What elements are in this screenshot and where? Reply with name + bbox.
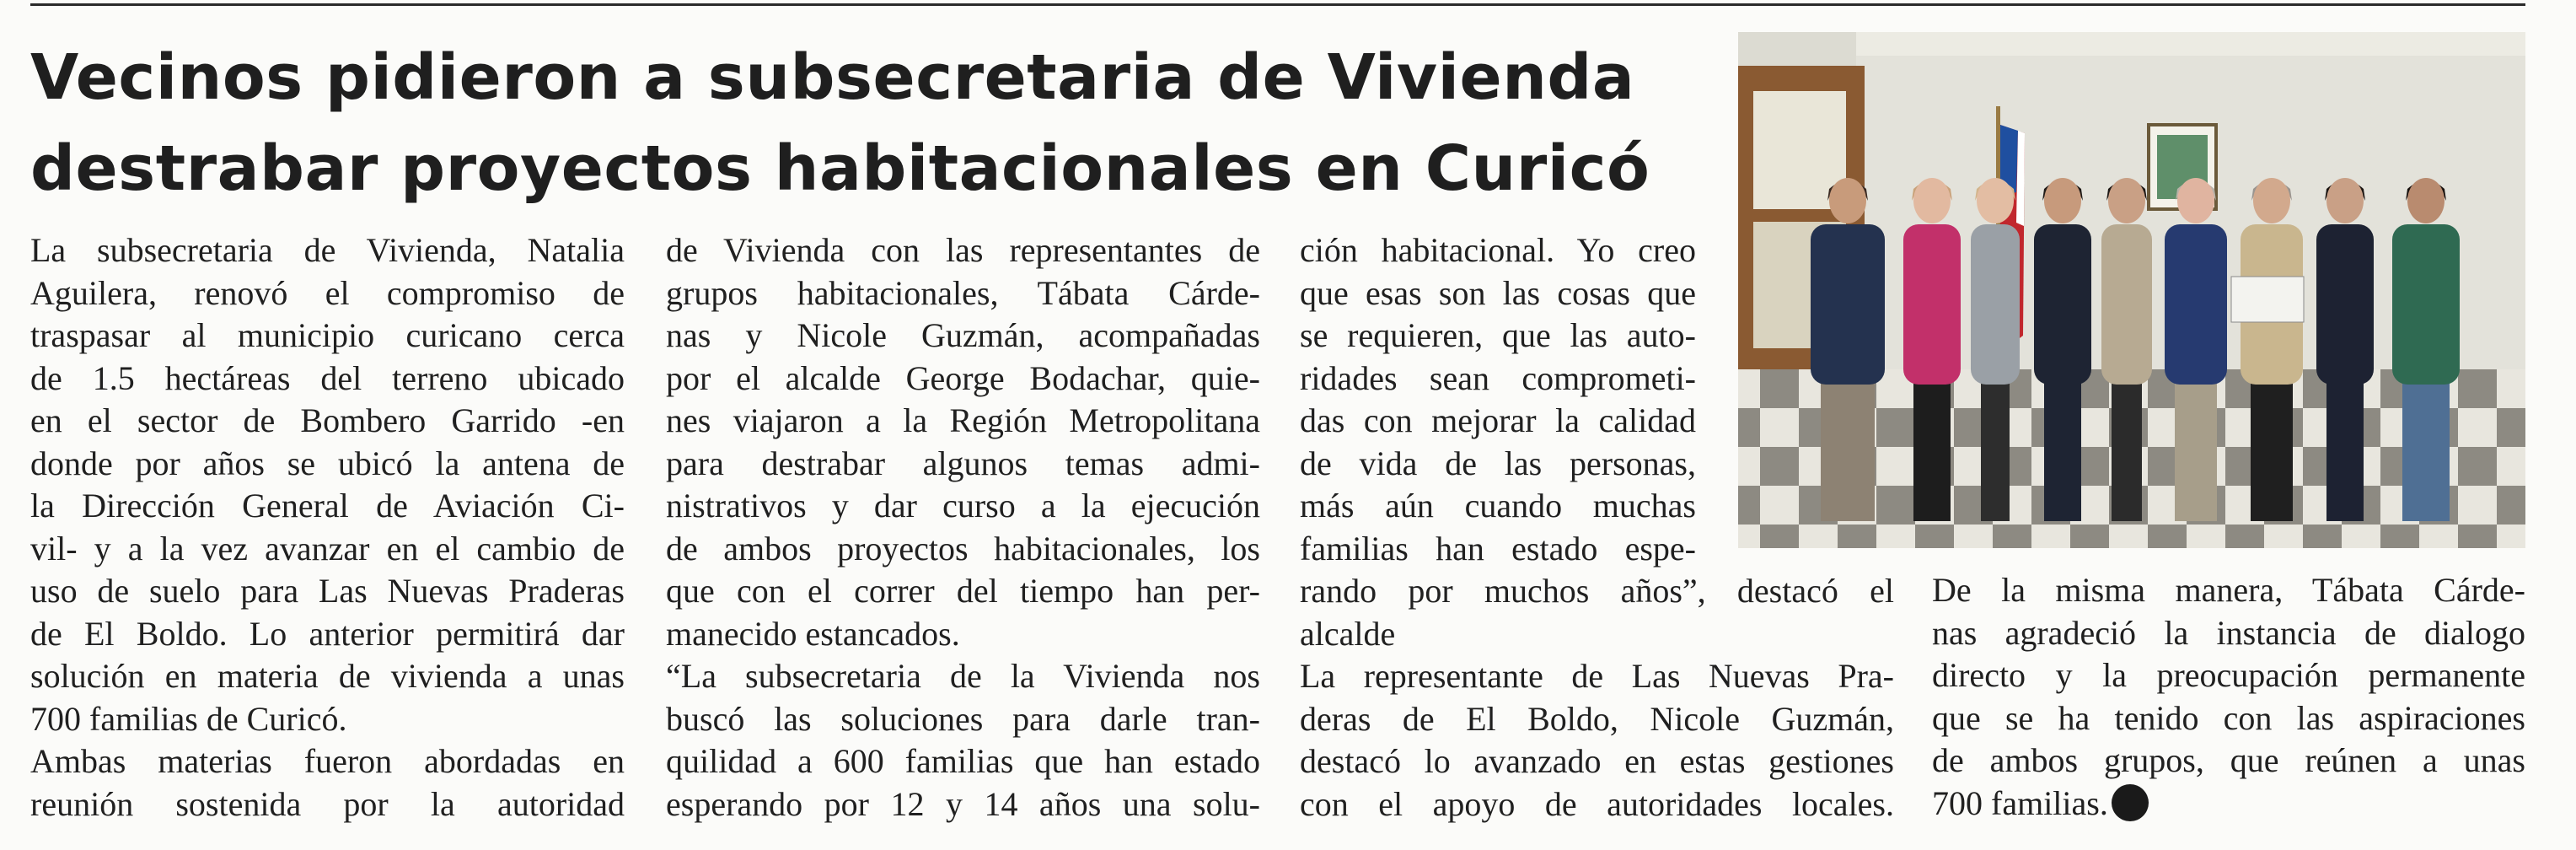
group-photo-illustration bbox=[1738, 32, 2525, 548]
floor-tile bbox=[1876, 447, 1915, 486]
body-line: nas agradeció la instancia de dialogo bbox=[1932, 613, 2525, 652]
floor-tile bbox=[1915, 525, 1954, 548]
headline-line-2: destrabar proyectos habitacionales en Curicó bbox=[30, 132, 1650, 205]
article-column-2 bbox=[666, 229, 1260, 826]
body-line: nas y Nicole Guzmán, acompañadas bbox=[666, 316, 1260, 354]
body-line: Ambas materias fueron abordadas en bbox=[30, 742, 625, 780]
floor-tile bbox=[1876, 486, 1915, 525]
floor-tile bbox=[1876, 408, 1915, 447]
body-line: rando por muchos años”, destacó el bbox=[1300, 572, 1894, 610]
floor-tile bbox=[1954, 525, 1993, 548]
body-line: alcalde bbox=[1300, 614, 1396, 653]
body-line: La subsecretaria de Vivienda, Natalia bbox=[30, 231, 625, 269]
body-line: esperando por 12 y 14 años una solu- bbox=[666, 784, 1260, 823]
body-line: que se ha tenido con las aspiraciones bbox=[1932, 698, 2525, 737]
headline-line-1: Vecinos pidieron a subsecretaria de Vivienda bbox=[30, 41, 1635, 114]
floor-tile bbox=[1876, 525, 1915, 548]
body-line: nistrativos y dar curso a la ejecución bbox=[666, 487, 1260, 525]
floor-tile bbox=[1738, 525, 1760, 548]
floor-tile bbox=[2458, 525, 2497, 548]
end-of-article-mark bbox=[2112, 784, 2149, 821]
body-line: se requieren, que las auto- bbox=[1300, 316, 1696, 354]
floor-tile bbox=[2303, 525, 2342, 548]
body-line: reunión sostenida por la autoridad bbox=[30, 784, 625, 823]
top-rule bbox=[30, 3, 2525, 6]
person-figure bbox=[1811, 178, 1885, 521]
body-line: grupos habitacionales, Tábata Cárde- bbox=[666, 273, 1260, 312]
body-line: de ambos proyectos habitacionales, los bbox=[666, 529, 1260, 568]
body-line: Aguilera, renovó el compromiso de bbox=[30, 273, 625, 312]
body-line: De la misma manera, Tábata Cárde- bbox=[1932, 571, 2525, 609]
body-line: buscó las soluciones para darle tran- bbox=[666, 699, 1260, 738]
floor-tile bbox=[2497, 447, 2525, 486]
body-line: de 1.5 hectáreas del terreno ubicado bbox=[30, 358, 625, 397]
headline bbox=[30, 32, 1716, 214]
floor-tile bbox=[2380, 525, 2419, 548]
body-line: de ambos grupos, que reúnen a unas bbox=[1932, 741, 2525, 779]
body-line: que esas son las cosas que bbox=[1300, 273, 1696, 312]
body-line: más aún cuando muchas bbox=[1300, 487, 1696, 525]
floor-tile bbox=[2419, 525, 2458, 548]
person-figure bbox=[2392, 178, 2460, 521]
body-line: directo y la preocupación permanente bbox=[1932, 656, 2525, 694]
floor-tile bbox=[1799, 525, 1838, 548]
floor-tile bbox=[2497, 369, 2525, 408]
ceiling bbox=[1856, 32, 2525, 56]
floor-tile bbox=[2497, 486, 2525, 525]
floor-tile bbox=[2458, 447, 2497, 486]
body-line: manecido estancados. bbox=[666, 614, 960, 653]
floor-tile bbox=[2225, 525, 2264, 548]
body-line: traspasar al municipio curicano cerca bbox=[30, 316, 625, 354]
body-line: ridades sean comprometi- bbox=[1300, 358, 1696, 397]
floor-tile bbox=[1738, 369, 1760, 408]
body-line: por el alcalde George Bodachar, quie- bbox=[666, 358, 1260, 397]
body-line-final bbox=[1932, 783, 2525, 826]
floor-tile bbox=[2458, 369, 2497, 408]
floor-tile bbox=[1760, 525, 1799, 548]
floor-tile bbox=[2458, 408, 2497, 447]
body-line: familias han estado espe- bbox=[1300, 529, 1696, 568]
body-line: “La subsecretaria de la Vivienda nos bbox=[666, 657, 1260, 695]
body-line: 700 familias de Curicó. bbox=[30, 699, 347, 738]
floor-tile bbox=[1838, 525, 1876, 548]
floor-tile bbox=[1993, 525, 2031, 548]
body-line: uso de suelo para Las Nuevas Praderas bbox=[30, 572, 625, 610]
body-line: que con el correr del tiempo han per- bbox=[666, 572, 1260, 610]
floor-tile bbox=[2070, 525, 2109, 548]
floor-tile bbox=[1760, 408, 1799, 447]
floor-tile bbox=[2031, 525, 2070, 548]
news-photo bbox=[1738, 32, 2525, 548]
body-line: La representante de Las Nuevas Pra- bbox=[1300, 657, 1894, 695]
body-line: deras de El Boldo, Nicole Guzmán, bbox=[1300, 699, 1894, 738]
body-line-text: 700 familias. bbox=[1932, 783, 2108, 822]
floor-tile bbox=[2264, 525, 2303, 548]
body-line: nes viajaron a la Región Metropolitana bbox=[666, 401, 1260, 439]
floor-tile bbox=[2458, 486, 2497, 525]
floor-tile bbox=[1738, 486, 1760, 525]
body-line: destacó lo avanzado en estas gestiones bbox=[1300, 742, 1894, 780]
floor-tile bbox=[2148, 525, 2187, 548]
body-line: das con mejorar la calidad bbox=[1300, 401, 1696, 439]
body-line: quilidad a 600 familias que han estado bbox=[666, 742, 1260, 780]
floor-tile bbox=[1760, 486, 1799, 525]
floor-tile bbox=[2497, 525, 2525, 548]
floor-tile bbox=[1738, 408, 1760, 447]
body-line: de Vivienda con las representantes de bbox=[666, 231, 1260, 269]
body-line: solución en materia de vivienda a unas bbox=[30, 657, 625, 695]
body-line: de El Boldo. Lo anterior permitirá dar bbox=[30, 614, 625, 653]
body-line: en el sector de Bombero Garrido -en bbox=[30, 401, 625, 439]
body-line: la Dirección General de Aviación Ci- bbox=[30, 487, 625, 525]
held-document bbox=[2231, 277, 2304, 322]
body-line: ción habitacional. Yo creo bbox=[1300, 231, 1696, 269]
floor-tile bbox=[1760, 447, 1799, 486]
body-line: de vida de las personas, bbox=[1300, 444, 1696, 482]
article-column-4 bbox=[1932, 569, 2525, 825]
floor-tile bbox=[2342, 525, 2380, 548]
floor-tile bbox=[1738, 447, 1760, 486]
floor-tile bbox=[2187, 525, 2225, 548]
floor-tile bbox=[1760, 369, 1799, 408]
body-line: donde por años se ubicó la antena de bbox=[30, 444, 625, 482]
floor-tile bbox=[2109, 525, 2148, 548]
body-line: vil- y a la vez avanzar en el cambio de bbox=[30, 529, 625, 568]
floor-tile bbox=[2497, 408, 2525, 447]
article-column-1 bbox=[30, 229, 625, 826]
body-line: con el apoyo de autoridades locales. bbox=[1300, 784, 1894, 823]
body-line: para destrabar algunos temas admi- bbox=[666, 444, 1260, 482]
